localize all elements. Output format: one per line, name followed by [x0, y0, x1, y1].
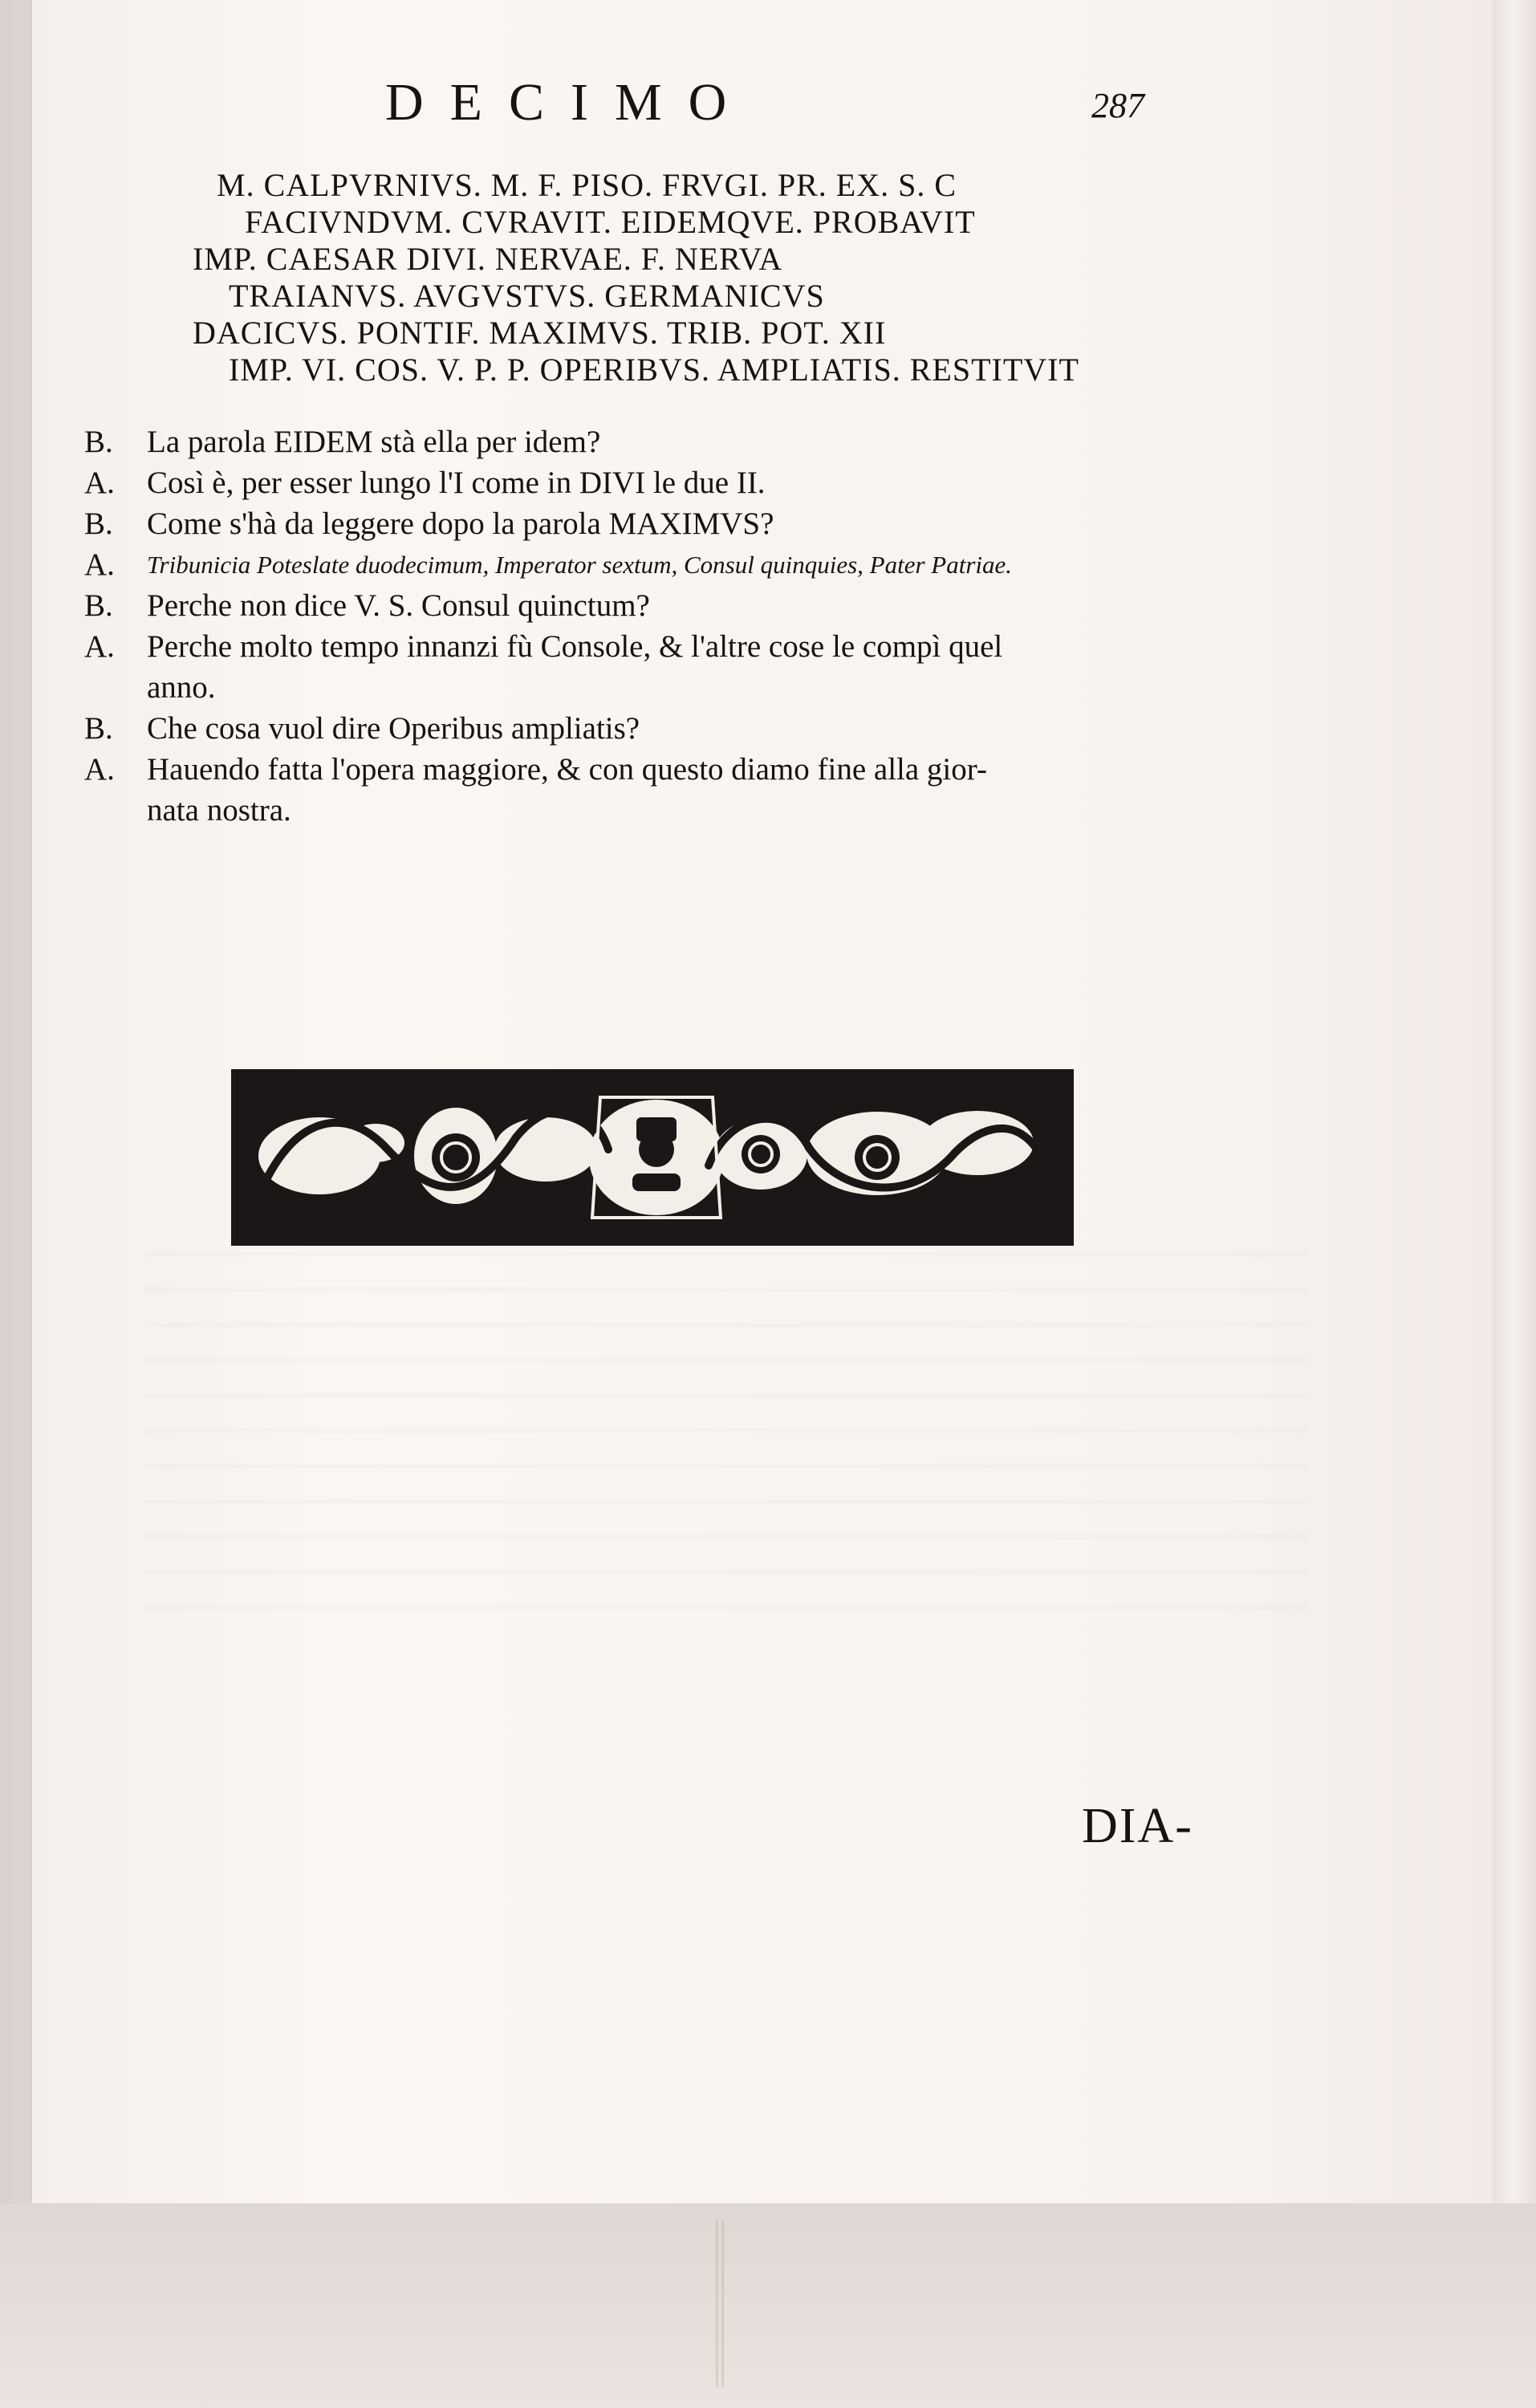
dialogue-text: Perche non dice V. S. Consul quinctum?	[147, 588, 650, 623]
header-title: DECIMO	[385, 73, 754, 132]
dialogue-row	[84, 587, 1240, 625]
dialogue-row	[84, 423, 1240, 462]
dialogue-row	[84, 464, 1240, 502]
speaker-label: B.	[84, 425, 113, 459]
inscription-line: DACICVS. PONTIF. MAXIMVS. TRIB. POT. XII	[193, 315, 887, 351]
dialogue-text: Che cosa vuol dire Operibus ampliatis?	[147, 711, 640, 746]
latin-inscription	[185, 167, 1228, 388]
inscription-line: IMP. VI. COS. V. P. P. OPERIBVS. AMPLIATIS. RESTITVIT	[229, 352, 1079, 388]
speaker-label: A.	[84, 629, 115, 664]
dialogue-text: La parola EIDEM stà ella per idem?	[147, 425, 601, 459]
dialogue-row	[84, 710, 1240, 748]
speaker-label: A.	[84, 752, 115, 787]
dialogue-text: anno.	[147, 670, 216, 705]
dialogue-text: Perche molto tempo innanzi fù Console, & l'altre cose le compì quel	[147, 629, 1003, 664]
dialogue-row	[84, 546, 1240, 584]
inscription-line: FACIVNDVM. CVRAVIT. EIDEMQVE. PROBAVIT	[245, 204, 976, 240]
binding-base	[0, 2203, 1536, 2408]
adjacent-page-edge	[1493, 0, 1536, 2408]
dialogue-text: Tribunicia Poteslate duodecimum, Imperator sextum, Consul quinquies, Pater Patriae.	[147, 551, 1013, 579]
dialogue-row	[84, 505, 1240, 543]
dialogue-row	[84, 791, 1240, 830]
dialogue-text: nata nostra.	[147, 793, 291, 828]
dialogue-text: Hauendo fatta l'opera maggiore, & con questo diamo fine alla gior-	[147, 752, 987, 787]
catchword: DIA-	[1082, 1799, 1193, 1853]
dialogue-row	[84, 750, 1240, 789]
dialogue-row	[84, 669, 1240, 707]
speaker-label: B.	[84, 711, 113, 746]
dialogue-row	[84, 628, 1240, 666]
speaker-label: B.	[84, 588, 113, 623]
dialogue-block	[84, 423, 1240, 832]
inscription-line: IMP. CAESAR DIVI. NERVAE. F. NERVA	[193, 241, 783, 277]
speaker-label: A.	[84, 466, 115, 500]
speaker-label: B.	[84, 506, 113, 541]
dialogue-text: Così è, per esser lungo l'I come in DIVI le due II.	[147, 466, 766, 500]
inscription-line: TRAIANVS. AVGVSTVS. GERMANICVS	[229, 278, 825, 314]
dialogue-text: Come s'hà da leggere dopo la parola MAXIMVS?	[147, 506, 774, 541]
binding-seam	[716, 2219, 724, 2388]
decorative-woodcut-ornament-icon	[231, 1069, 1074, 1246]
inscription-line: M. CALPVRNIVS. M. F. PISO. FRVGI. PR. EX. S. C	[217, 167, 957, 203]
show-through-text	[144, 1252, 1308, 1637]
speaker-label: A.	[84, 547, 115, 582]
page-number: 287	[1091, 86, 1144, 125]
